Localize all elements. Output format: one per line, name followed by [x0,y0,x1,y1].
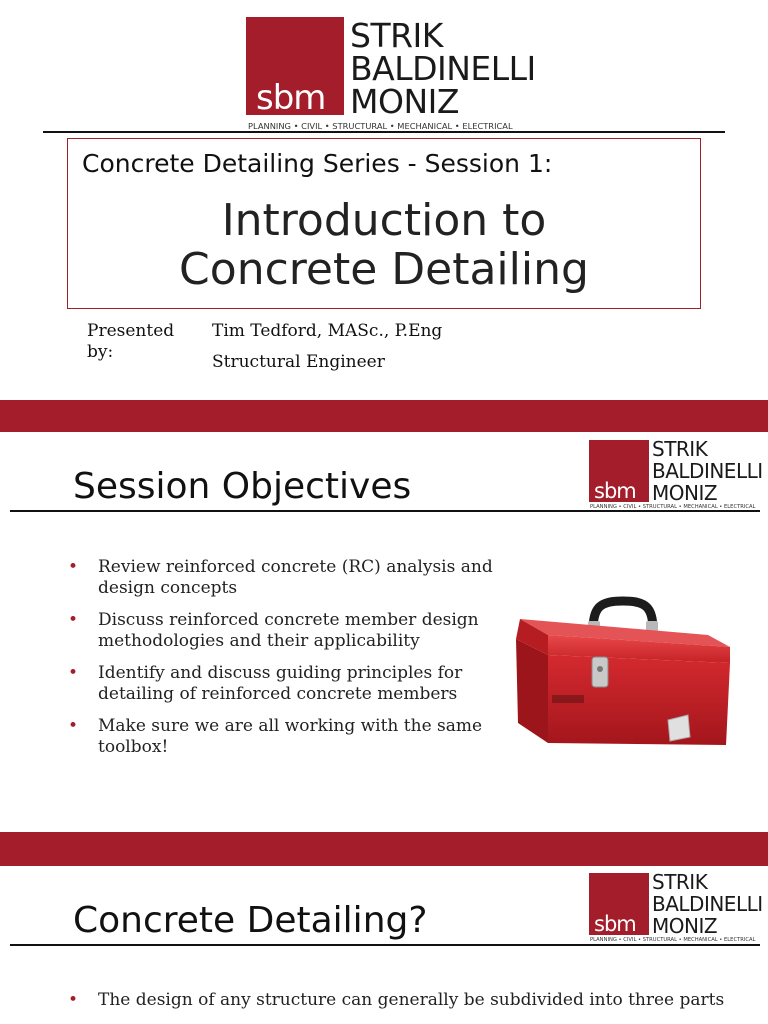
presenter-role: Structural Engineer [212,352,385,372]
slide-title [67,196,701,294]
logo-name-line: STRIK [652,870,708,894]
red-toolbox-icon [508,595,738,755]
logo-name-line: BALDINELLI [652,459,763,483]
objectives-list [68,557,513,769]
bullet-icon: • [68,557,79,577]
slide-title-line: Introduction to [221,195,547,246]
list-item: • The design of any structure can generally be subdivided into three parts [68,990,725,1010]
presented-by-label: Presented by: [87,321,175,362]
slide-heading: Session Objectives [73,466,412,507]
company-logo-large [246,16,536,132]
logo-initials: sbm [594,479,636,503]
list-item: • Discuss reinforced concrete member design methodologies and their applicability [68,610,479,651]
company-logo-small [589,871,764,946]
slide-title-line: Concrete Detailing [179,244,589,295]
logo-name-line: MONIZ [350,82,459,121]
logo-name-line: MONIZ [652,914,718,938]
logo-name-line: MONIZ [652,481,718,505]
logo-tagline: PLANNING • CIVIL • STRUCTURAL • MECHANICAL • ELECTRICAL [590,937,756,943]
logo-tagline: PLANNING • CIVIL • STRUCTURAL • MECHANICAL • ELECTRICAL [248,121,513,131]
logo-name-line: STRIK [652,437,708,461]
heading-divider [10,510,760,512]
header-divider [43,131,725,133]
bullet-icon: • [68,990,79,1010]
bullet-icon: • [68,663,79,683]
bullet-icon: • [68,610,79,630]
logo-initials: sbm [594,912,636,936]
logo-name-line: BALDINELLI [652,892,763,916]
company-logo-small [589,438,764,513]
series-subtitle: Concrete Detailing Series - Session 1: [82,149,553,178]
bullet-icon: • [68,716,79,736]
logo-initials: sbm [256,78,326,118]
logo-name-line: STRIK [350,16,443,55]
detailing-list [68,990,738,1022]
presenter-name: Tim Tedford, MASc., P.Eng [212,321,443,341]
logo-name-line: BALDINELLI [350,49,536,88]
slide-heading: Concrete Detailing? [73,900,428,941]
slide-separator [0,832,768,866]
list-item: • Review reinforced concrete (RC) analysis and design concepts [68,557,493,598]
logo-tagline: PLANNING • CIVIL • STRUCTURAL • MECHANICAL • ELECTRICAL [590,504,756,510]
heading-divider [10,944,760,946]
slide-separator [0,400,768,432]
list-item: • Make sure we are all working with the same toolbox! [68,716,483,757]
list-item: • Identify and discuss guiding principles for detailing of reinforced concrete members [68,663,463,704]
